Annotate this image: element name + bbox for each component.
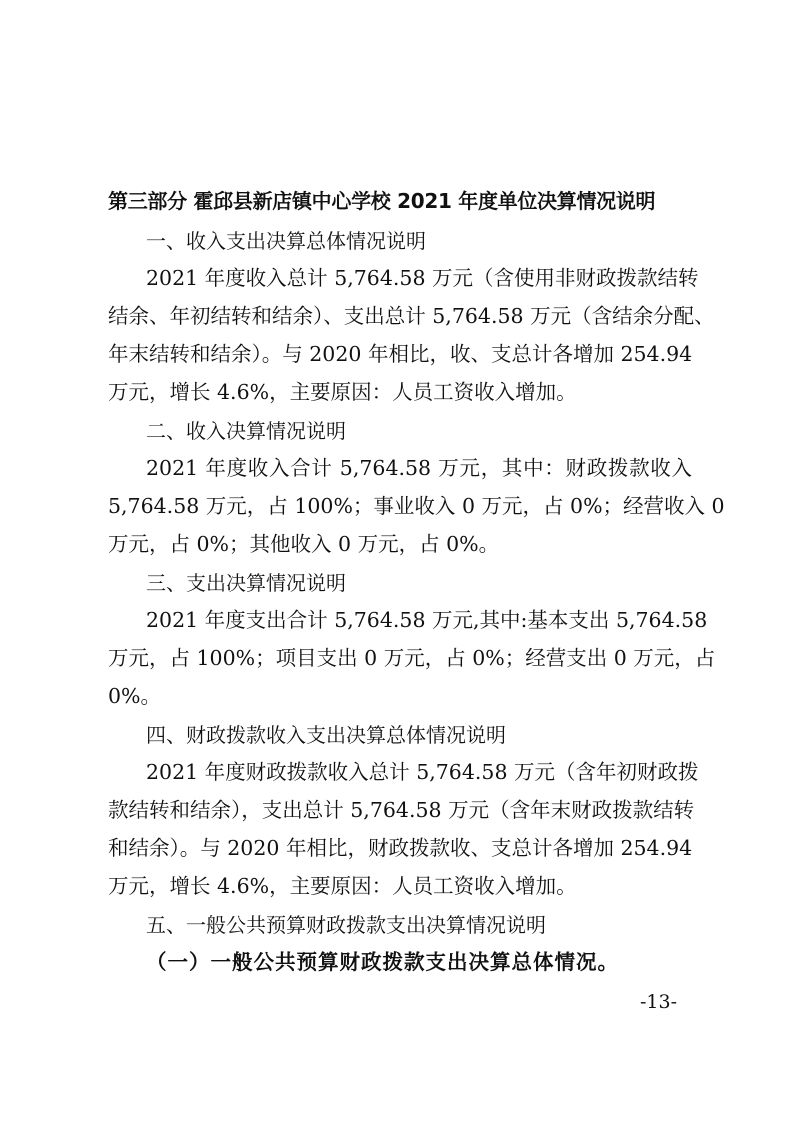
subheading: （一）一般公共预算财政拨款支出决算总体情况。 — [146, 950, 619, 974]
part-title: 第三部分 霍邱县新店镇中心学校 2021 年度单位决算情况说明 — [108, 189, 656, 213]
paragraph-line: 年末结转和结余）。与 2020 年相比，收、支总计各增加 254.94 — [108, 342, 693, 366]
section-heading-4: 四、财政拨款收入支出决算总体情况说明 — [146, 723, 506, 747]
paragraph-line: 2021 年度支出合计 5,764.58 万元,其中:基本支出 5,764.58 — [146, 608, 708, 632]
section-heading-5: 五、一般公共预算财政拨款支出决算情况说明 — [146, 913, 546, 937]
paragraph-line: 2021 年度收入总计 5,764.58 万元（含使用非财政拨款结转 — [146, 266, 699, 290]
paragraph-line: 2021 年度收入合计 5,764.58 万元，其中：财政拨款收入 — [146, 456, 692, 480]
section-heading-3: 三、支出决算情况说明 — [146, 571, 346, 595]
page-number: -13- — [640, 991, 678, 1013]
paragraph-line: 万元，增长 4.6%，主要原因：人员工资收入增加。 — [108, 380, 577, 404]
paragraph-line: 万元，占 100%；项目支出 0 万元，占 0%；经营支出 0 万元，占 — [108, 646, 716, 670]
paragraph-line: 0%。 — [108, 684, 162, 708]
paragraph-line: 结余、年初结转和结余）、支出总计 5,764.58 万元（含结余分配、 — [108, 304, 715, 328]
paragraph-line: 2021 年度财政拨款收入总计 5,764.58 万元（含年初财政拨 — [146, 760, 699, 784]
paragraph-line: 万元，占 0%；其他收入 0 万元，占 0%。 — [108, 532, 500, 556]
paragraph-line: 万元，增长 4.6%，主要原因：人员工资收入增加。 — [108, 874, 577, 898]
section-heading-1: 一、收入支出决算总体情况说明 — [146, 229, 426, 253]
section-heading-2: 二、收入决算情况说明 — [146, 419, 346, 443]
paragraph-line: 款结转和结余），支出总计 5,764.58 万元（含年末财政拨款结转 — [108, 798, 695, 822]
paragraph-line: 5,764.58 万元，占 100%；事业收入 0 万元，占 0%；经营收入 0 — [108, 494, 725, 518]
paragraph-line: 和结余）。与 2020 年相比，财政拨款收、支总计各增加 254.94 — [108, 836, 693, 860]
